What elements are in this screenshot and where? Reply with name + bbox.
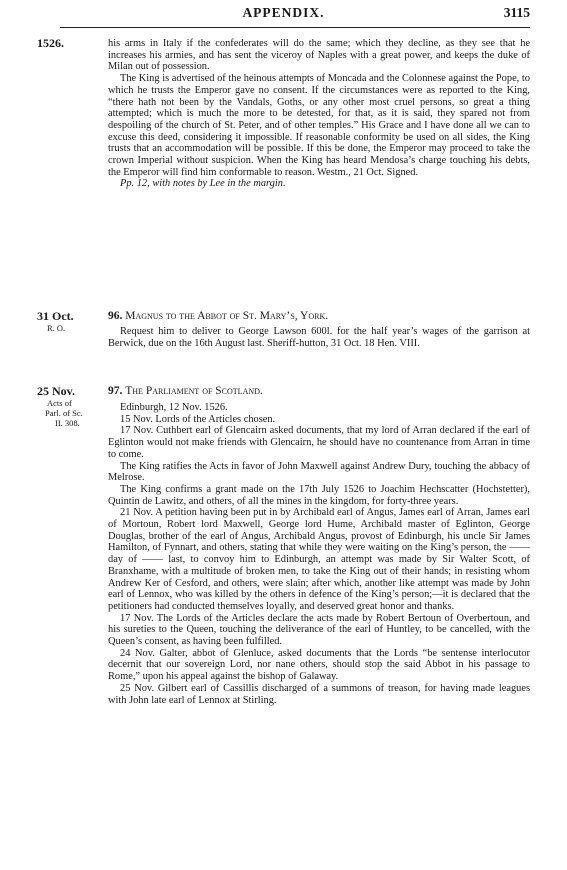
continuation-paragraph: The King is advertised of the heinous attempts of Moncada and the Colonnese against the Pope, to which he trusts the Emperor gave no consent. If the circumstances were as reported to the King, “there hath not been by the Vandals, Goths, or any other most cruel persons, so great a thing attempted; which is much the more to be detested, for that, as it is said, they spared not from despoiling of the church of St. Peter, and of other temples.” His Grace and I have done all we can to excuse this deed, considering it impossible. If reasonable conformity be used on all sides, the King trusts that an accommodation will be possible. If this be done, the Emperor may proceed to take the crown Imperial without suspicion. When the King has heard Mendosa’s charge touching his debts, the Emperor will find him conformable to reason. Westm., 21 Oct. Signed. bbox=[108, 73, 530, 178]
entry-96-heading bbox=[108, 310, 530, 323]
entry-97-paragraph: 17 Nov. Cuthbert earl of Glencairn asked documents, that my lord of Arran declared if the earl of Eglinton would not make friends with Glencairn, he should have no countenance from Arran in time to come. bbox=[108, 425, 530, 460]
entry-96-margin bbox=[37, 310, 103, 333]
entry-97-date: 25 Nov. bbox=[37, 384, 76, 398]
entry-97-body bbox=[108, 402, 530, 706]
entry-96-body bbox=[108, 326, 530, 349]
entry-97-paragraph: The King ratifies the Acts in favor of John Maxwell against Andrew Dury, touching the abbacy of Melrose. bbox=[108, 460, 530, 484]
entry-96-text: Request him to deliver to George Lawson 600l. for the half year’s wages of the garrison at Berwick, due on the 16th August last. Sheriff-hutton, 31 Oct. 18 Hen. VIII. bbox=[108, 326, 530, 349]
entry-97-source-line: Acts of bbox=[47, 398, 72, 408]
entry-97-paragraph: The King confirms a grant made on the 17th July 1526 to Joachim Hechscatter (Hochstetter), Quintin de Lawitz, and others, of all the mines in the kingdom, for forty-three years. bbox=[108, 483, 530, 507]
page-header bbox=[0, 0, 567, 24]
entry-97-paragraph: 24 Nov. Galter, abbot of Glenluce, asked documents that the Lords “be sentense interlocutor decernit that our sovereign Lord, nor nane others, should stop the said Abbot in his passage to Rome,” upon his appeal against the bishop of Galaway. bbox=[108, 647, 530, 683]
entry-97-paragraph: 25 Nov. Gilbert earl of Cassillis discharged of a summons of treason, for having made leagues with John late earl of Lennox at Stirling. bbox=[108, 682, 530, 706]
entry-97-paragraph: 21 Nov. A petition having been put in by Archibald earl of Angus, James earl of Arran, James earl of Mortoun, Robert lord Maxwell, George lord Hume, Archibald master of Eglinton, George Douglas, brother of the earl of Angus, Archibald Angus, provost of Edinburgh, his uncle Sir James Hamilton, of Fynnart, and others, stating that while they were waiting on the King’s person, the —— day of —— last, to convoy him to Edinburgh, an attempt was made by Sir Walter Scott, of Branxhame, with a multitude of broken men, to take the King out of their hands; in resisting whom Andrew Ker of Cesford, and others, were slain; after which, another like attempt was made by John earl of Lennox, who was killed by the others in defence of the King’s person;—it is declared that the petitioners had conducted themselves loyally, and deserved great honor and thanks. bbox=[108, 507, 530, 612]
entry-96-number: 96. bbox=[108, 310, 123, 322]
entry-97-paragraph: 15 Nov. Lords of the Articles chosen. bbox=[120, 413, 276, 425]
running-title: APPENDIX. bbox=[242, 5, 325, 20]
entry-97-number: 97. bbox=[108, 385, 123, 397]
continuation-paragraph: his arms in Italy if the confederates will do the same; which they decline, as they see that he increases his armies, and has sent the viceroy of Naples with a great power, and keeps the duke of Milan out of possession. bbox=[108, 38, 530, 73]
entry-96-source: R. O. bbox=[47, 323, 66, 333]
physical-description: Pp. 12, with notes by Lee in the margin. bbox=[120, 178, 286, 190]
year-label: 1526. bbox=[37, 36, 64, 50]
entry-96-date: 31 Oct. bbox=[37, 309, 74, 323]
page-number: 3115 bbox=[503, 5, 530, 20]
entry-97-paragraph: 17 Nov. The Lords of the Articles declare the acts made by Robert Bertoun of Overbertoun, and his sureties to the Queen, touching the deliverance of the earl of Huntley, to be cancelled, with the Queen’s consent, as having been fulfilled. bbox=[108, 612, 530, 648]
entry-97-margin bbox=[37, 385, 103, 428]
header-rule bbox=[60, 27, 530, 28]
entry-96-title: Magnus to the Abbot of St. Mary’s, York. bbox=[125, 310, 329, 322]
entry-97-heading bbox=[108, 385, 530, 398]
entry-97-source-line: Parl. of Sc. bbox=[45, 408, 83, 418]
entry-97-place: Edinburgh, 12 Nov. 1526. bbox=[120, 402, 228, 413]
year-margin bbox=[37, 37, 103, 50]
continuation-block bbox=[108, 38, 530, 190]
entry-97-source-line: II. 308. bbox=[55, 418, 80, 428]
entry-97-title: The Parliament of Scotland. bbox=[125, 385, 263, 397]
